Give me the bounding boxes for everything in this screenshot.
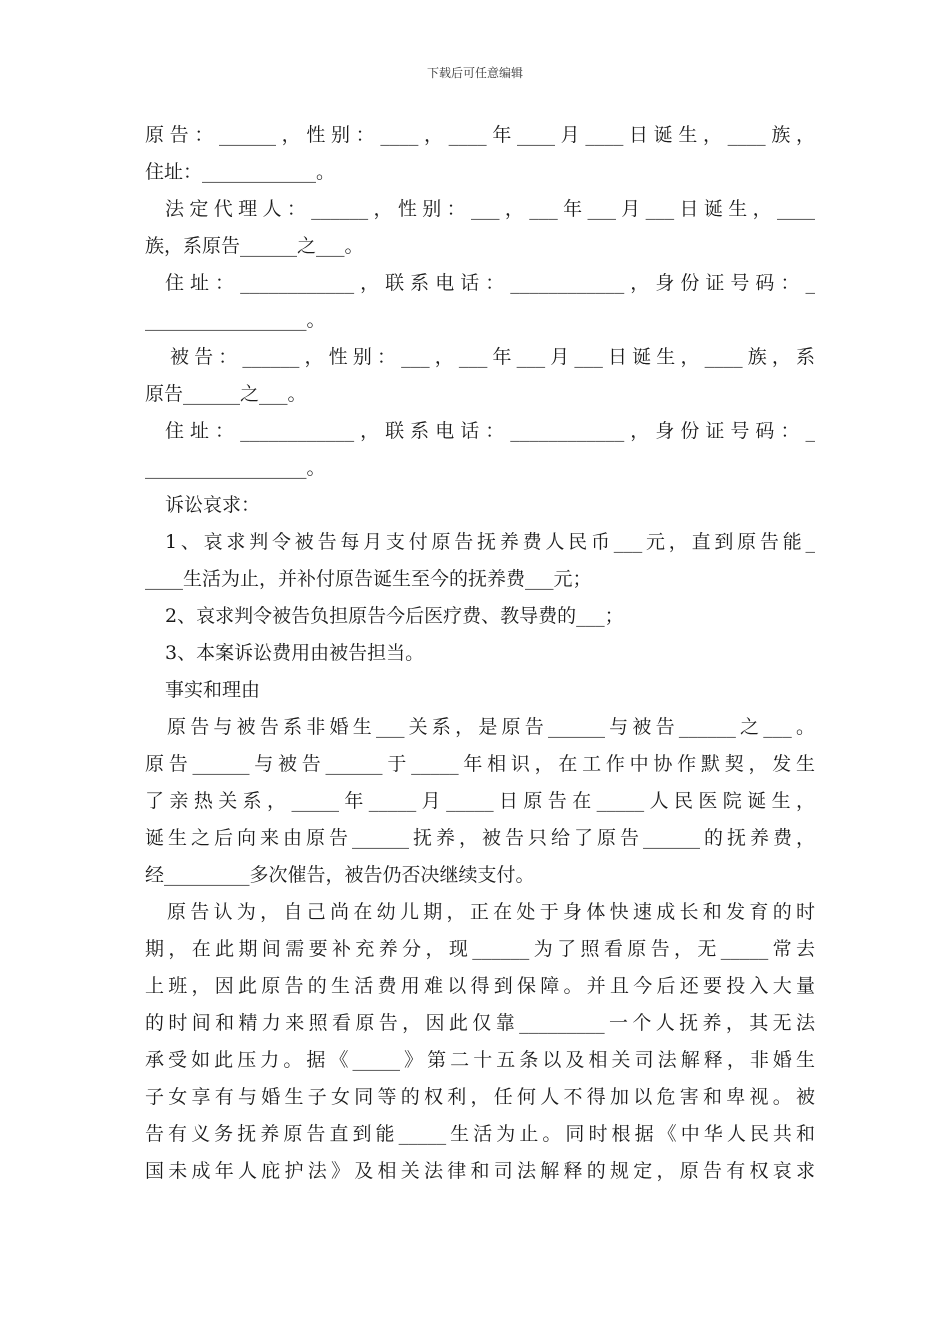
text-line: ____生活为止，并补付原告诞生至今的抚养费___元；: [145, 568, 592, 590]
text-line: 法定代理人：______，性别：___，___年___月___日诞生，____: [165, 198, 815, 220]
text-line: 承受如此压力。据《_____》第二十五条以及相关司法解释，非婚生: [145, 1049, 815, 1071]
text-line: 子女享有与婚生子女同等的权利，任何人不得加以危害和卑视。被: [145, 1086, 815, 1108]
document-body: [145, 117, 815, 1190]
text-line: 原告：______，性别：____，____年____月____日诞生，____族，: [145, 124, 815, 146]
text-line: 原告______与被告______于_____年相识，在工作中协作默契，发生: [145, 753, 815, 775]
text-line: 3、本案诉讼费用由被告担当。: [165, 642, 425, 664]
text-line: 诉讼哀求：: [165, 494, 261, 516]
text-line: 原告与被告系非婚生___关系，是原告______与被告______之___。: [167, 716, 815, 738]
text-line: 2、哀求判令被告负担原告今后医疗费、教导费的___；: [165, 605, 624, 627]
text-line: 期，在此期间需要补充养分，现______为了照看原告，无_____常去: [145, 938, 815, 960]
text-line: 经_________多次催告，被告仍否决继续支付。: [145, 864, 535, 886]
page-header: 下载后可任意编辑: [426, 66, 523, 80]
text-line: 国未成年人庇护法》及相关法律和司法解释的规定，原告有权哀求: [145, 1160, 815, 1182]
text-line: 住址：____________，联系电话：____________，身份证号码：_: [165, 420, 815, 442]
text-line: 原告认为，自己尚在幼儿期，正在处于身体快速成长和发育的时: [167, 901, 815, 923]
text-line: 告有义务抚养原告直到能_____生活为止。同时根据《中华人民共和: [145, 1123, 815, 1145]
text-line: 原告______之___。: [145, 383, 307, 405]
text-line: 了亲热关系，_____年_____月_____日原告在_____人民医院诞生，: [145, 790, 815, 812]
text-line: 族，系原告______之___。: [145, 235, 364, 257]
text-line: 上班，因此原告的生活费用难以得到保障。并且今后还要投入大量: [145, 975, 815, 997]
text-line: _________________。: [145, 457, 326, 479]
text-line: 住址：____________，联系电话：____________，身份证号码：_: [165, 272, 815, 294]
text-line: _________________。: [145, 309, 326, 331]
text-line: 住址：____________。: [145, 161, 336, 183]
text-line: 被告：______，性别：___，___年___月___日诞生，____族，系: [170, 346, 815, 368]
text-line: 的时间和精力来照看原告，因此仅靠_________一个人抚养，其无法: [145, 1012, 815, 1034]
text-line: 1、哀求判令被告每月支付原告抚养费人民币___元，直到原告能_: [165, 531, 815, 553]
text-line: 事实和理由: [165, 679, 261, 701]
text-line: 诞生之后向来由原告______抚养，被告只给了原告______的抚养费，: [145, 827, 815, 849]
